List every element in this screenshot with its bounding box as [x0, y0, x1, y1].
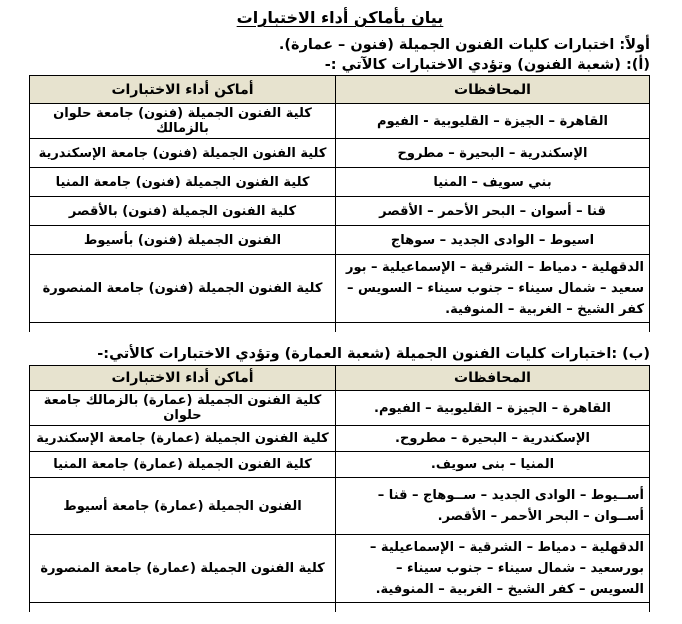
exam-location-cell: كلية الفنون الجميلة (عمارة) جامعة المنصورة	[30, 535, 336, 603]
exam-location-cell: كلية الفنون الجميلة (عمارة) بالزمالك جامعة حلوان	[30, 391, 336, 426]
exam-location-cell: الفنون الجميلة (فنون) بأسيوط	[30, 226, 336, 255]
table-row	[30, 255, 650, 323]
governorates-cell: قنا – أسوان – البحر الأحمر – الأقصر	[336, 197, 650, 226]
governorates-cell: الإسكندرية – البحيرة – مطروح	[336, 139, 650, 168]
exam-location-cell: كلية الفنون الجميلة (فنون) جامعة الإسكندرية	[30, 139, 336, 168]
intro-line: أولاً: اختبارات كليات الفنون الجميلة (فنون – عمارة).	[278, 37, 650, 53]
governorates-cell: اسيوط – الوادى الجديد – سوهاج	[336, 226, 650, 255]
table-row	[30, 226, 650, 255]
table-row	[30, 391, 650, 426]
table-row	[30, 139, 650, 168]
governorates-cell: بني سويف – المنيا	[336, 168, 650, 197]
exam-location-cell: كلية الفنون الجميلة (فنون) بالأقصر	[30, 197, 336, 226]
column-header-governorates: المحافظات	[336, 76, 650, 104]
section-a-heading: (أ): (شعبة الفنون) وتؤدي الاختبارات كالآتي :-	[324, 57, 650, 73]
column-header-exam-locations: أماكن أداء الاختبارات	[30, 76, 336, 104]
stub-cell	[30, 323, 336, 333]
exam-location-cell: كلية الفنون الجميلة (فنون) جامعة المنيا	[30, 168, 336, 197]
governorates-cell: الإسكندرية – البحيرة – مطروح.	[336, 426, 650, 452]
table-row	[30, 535, 650, 603]
stub-cell	[336, 603, 650, 613]
table-row	[30, 104, 650, 139]
table-section-b	[29, 365, 650, 612]
table-header-row	[30, 76, 650, 104]
governorates-cell: أســيوط – الوادى الجديد – ســوهاج – قنا – أســوان – البحر الأحمر – الأقصر.	[336, 478, 650, 535]
table-bottom-stub	[30, 603, 650, 613]
table-header-row	[30, 366, 650, 391]
governorates-cell: الدقهلية – دمياط – الشرقية – الإسماعيلية – بورسعيد – شمال سيناء – جنوب سيناء – السويس – كفر الشيخ – الغربية – المنوفية.	[336, 535, 650, 603]
table-section-a	[29, 75, 650, 332]
table-row	[30, 426, 650, 452]
stub-cell	[336, 323, 650, 333]
exam-location-cell: كلية الفنون الجميلة (فنون) جامعة المنصورة	[30, 255, 336, 323]
table-row	[30, 197, 650, 226]
exam-location-cell: كلية الفنون الجميلة (عمارة) جامعة المنيا	[30, 452, 336, 478]
column-header-exam-locations: أماكن أداء الاختبارات	[30, 366, 336, 391]
table-row	[30, 478, 650, 535]
document-title: بيان بأماكن أداء الاختبارات	[236, 8, 444, 27]
table-bottom-stub	[30, 323, 650, 333]
exam-location-cell: كلية الفنون الجميلة (عمارة) جامعة الإسكندرية	[30, 426, 336, 452]
exam-location-cell: كلية الفنون الجميلة (فنون) جامعة حلوان بالزمالك	[30, 104, 336, 139]
table-row	[30, 168, 650, 197]
governorates-cell: المنيا – بنى سويف.	[336, 452, 650, 478]
section-b-heading: (ب) :اختبارات كليات الفنون الجميلة (شعبة العمارة) وتؤدي الاختبارات كالأتي:-	[97, 346, 650, 362]
governorates-cell: القاهرة – الجيزة – القليوبية - الفيوم	[336, 104, 650, 139]
exam-location-cell: الفنون الجميلة (عمارة) جامعة أسيوط	[30, 478, 336, 535]
stub-cell	[30, 603, 336, 613]
governorates-cell: القاهرة – الجيزة – القليوبية – الفيوم.	[336, 391, 650, 426]
column-header-governorates: المحافظات	[336, 366, 650, 391]
table-row	[30, 452, 650, 478]
governorates-cell: الدقهلية - دمياط – الشرقية – الإسماعيلية – بور سعيد – شمال سيناء – جنوب سيناء – السويس – كفر الشيخ – الغربية – المنوفية.	[336, 255, 650, 323]
